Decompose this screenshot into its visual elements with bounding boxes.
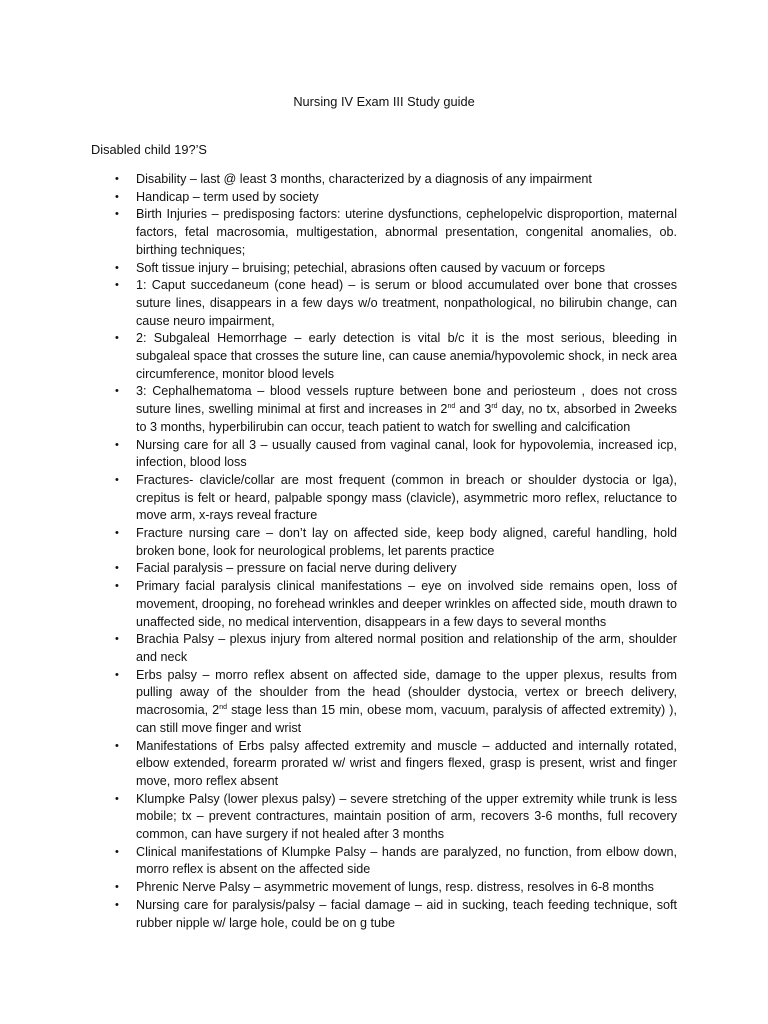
list-item (115, 560, 677, 578)
bullet-icon: • (115, 438, 119, 451)
bullet-icon: • (115, 261, 119, 274)
list-item (115, 260, 677, 278)
list-item-text: Disability – last @ least 3 months, characterized by a diagnosis of any impairment (136, 172, 592, 186)
list-item-text-part: stage less than 15 min, obese mom, vacuum, paralysis of affected extremity) ), can still move finger and wrist (136, 703, 678, 735)
list-item (115, 525, 677, 560)
list-item (115, 277, 677, 330)
list-item-text: Soft tissue injury – bruising; petechial, abrasions often caused by vacuum or forceps (136, 260, 606, 275)
bullet-list (115, 171, 677, 932)
list-item-text: Klumpke Palsy (lower plexus palsy) – severe stretching of the upper extremity while trunk is less mobile; tx – prevent contractures, maintain position of arm, recovers 3-6 months, full recovery common, can have surgery if not healed after 3 months (136, 791, 677, 842)
list-item-text: 1: Caput succedaneum (cone head) – is serum or blood accumulated over bone that crosses suture lines, disappears in a few days w/o treatment, nonpathological, no bilirubin change, can cause neuro impairment, (136, 278, 677, 328)
list-item (115, 437, 677, 472)
bullet-icon: • (115, 633, 119, 646)
ordinal-suffix: nd (219, 703, 227, 711)
ordinal-suffix: nd (447, 402, 456, 410)
list-item-text (136, 383, 677, 436)
list-item (115, 330, 677, 383)
list-item-text: Handicap – term used by society (136, 189, 319, 204)
list-item-text: Phrenic Nerve Palsy – asymmetric movement of lungs, resp. distress, resolves in 6-8 months (136, 880, 654, 895)
bullet-icon: • (115, 190, 119, 203)
list-item-text: Fractures- clavicle/collar are most frequent (common in breach or shoulder dystocia or lga), crepitus is felt or heard, palpable spongy mass (clavicle), asymmetric moro reflex, reluctance to move arm, x-rays reveal fracture (136, 472, 677, 523)
section-heading: Disabled child 19?’S (91, 142, 207, 157)
list-item-text-part: and 3 (455, 402, 492, 417)
bullet-icon: • (115, 473, 119, 486)
list-item (115, 171, 677, 189)
list-item-text-part: 3: Cephalhematoma – blood vessels rupture between bone and periosteum , does not cross suture lines, swelling minimal at first and increases in 2 (136, 384, 677, 417)
list-item (115, 844, 677, 879)
list-item-text: Birth Injuries – predisposing factors: uterine dysfunctions, cephelopelvic disproportion, maternal factors, fetal macrosomia, multigestation, abnormal presentation, congenital anomalies, ob. birthing techniques; (136, 207, 677, 257)
bullet-icon: • (115, 845, 119, 858)
list-item-text-part: day, no tx, absorbed in 2weeks to 3 months, hyperbilirubin can occur, teach patient to watch for swelling and calcification (136, 402, 677, 434)
bullet-icon: • (115, 580, 119, 593)
bullet-icon: • (115, 898, 119, 911)
bullet-icon: • (115, 385, 119, 398)
list-item (115, 472, 677, 525)
list-item (115, 667, 677, 738)
list-item-text: Facial paralysis – pressure on facial nerve during delivery (136, 561, 457, 576)
ordinal-suffix: rd (491, 402, 498, 410)
bullet-icon: • (115, 881, 119, 894)
list-item (115, 791, 677, 844)
bullet-icon: • (115, 668, 119, 681)
list-item-text: Fracture nursing care – don’t lay on affected side, keep body aligned, careful handling, hold broken bone, look for neurological problems, let parents practice (136, 526, 677, 558)
list-item-text: Primary facial paralysis clinical manifestations – eye on involved side remains open, loss of movement, drooping, no forehead wrinkles and deeper wrinkles on affected side, mouth drawn to unaffected side, no medical intervention, disappears in a few days to several months (136, 579, 677, 629)
list-item-text: 2: Subgaleal Hemorrhage – early detection is vital b/c it is the most serious, bleeding in subgaleal space that crosses the suture line, can cause anemia/hypovolemic shock, in neck area circumference, monitor blood levels (136, 331, 677, 381)
list-item-text: Manifestations of Erbs palsy affected extremity and muscle – adducted and internally rotated, elbow extended, forearm prorated w/ wrist and fingers flexed, grasp is present, wrist and finger move, moro reflex absent (136, 738, 677, 788)
list-item (115, 631, 677, 666)
list-item-text: Clinical manifestations of Klumpke Palsy – hands are paralyzed, no function, from elbow down, morro reflex is absent on the affected side (136, 844, 677, 877)
list-item (115, 897, 677, 932)
list-item-text: Nursing care for all 3 – usually caused from vaginal canal, look for hypovolemia, increased icp, infection, blood loss (136, 437, 677, 470)
list-item-text: Brachia Palsy – plexus injury from altered normal position and relationship of the arm, shoulder and neck (136, 632, 677, 664)
list-item (115, 879, 677, 897)
list-item (115, 206, 677, 259)
bullet-icon: • (115, 332, 119, 345)
list-item (115, 578, 677, 631)
list-item (115, 738, 677, 791)
list-item (115, 189, 677, 207)
bullet-icon: • (115, 527, 119, 540)
bullet-icon: • (115, 792, 119, 805)
list-item (115, 383, 677, 436)
list-item-text (136, 667, 677, 738)
bullet-icon: • (115, 173, 119, 185)
bullet-icon: • (115, 739, 119, 752)
document-title: Nursing IV Exam III Study guide (293, 94, 475, 109)
list-item-text-part: Erbs palsy – morro reflex absent on affected side, damage to the upper plexus, results from pulling away of the shoulder from the head (shoulder dystocia, vertex or breech delivery, macrosomia, 2 (136, 667, 677, 718)
bullet-icon: • (115, 562, 119, 575)
list-item-text: Nursing care for paralysis/palsy – facial damage – aid in sucking, teach feeding technique, soft rubber nipple w/ large hole, could be on g tube (136, 897, 677, 930)
bullet-icon: • (115, 208, 119, 221)
bullet-icon: • (115, 279, 119, 292)
